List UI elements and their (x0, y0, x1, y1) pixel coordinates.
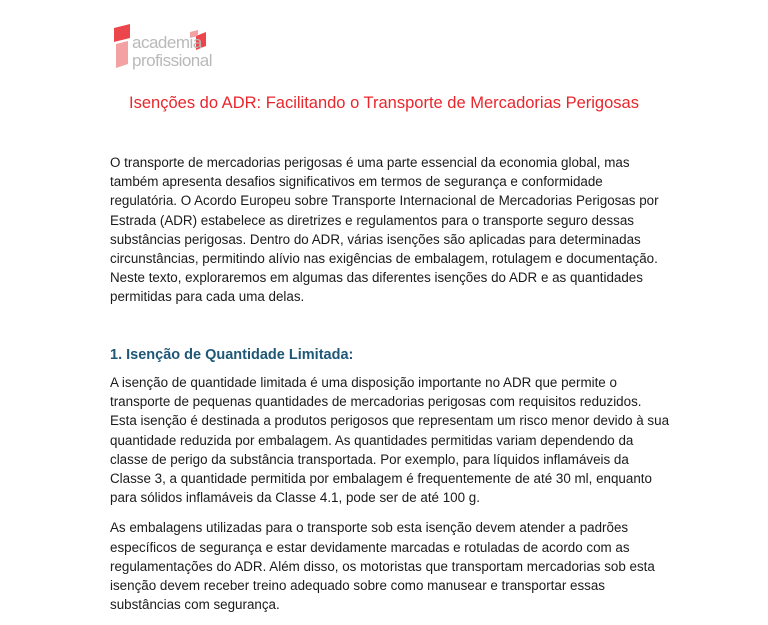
page-title: Isenções do ADR: Facilitando o Transporte de Mercadorias Perigosas (129, 94, 639, 112)
intro-paragraph: O transporte de mercadorias perigosas é uma parte essencial da economia global, mas também apresenta desafios significativos em termos de segurança e conformidade regulatória. O Acordo Europeu sobre Transporte Internacional de Mercadorias Perigosas por Estrada (ADR) estabelece as diretrizes e regulamentos para o transporte seguro dessas substâncias perigosas. Dentro do ADR, várias isenções são aplicadas para determinadas circunstâncias, permitindo alívio nas exigências de embalagem, rotulagem e documentação. Neste texto, exploraremos em algumas das diferentes isenções do ADR e as quantidades permitidas para cada uma delas. (110, 155, 659, 305)
section-heading-limited-quantity: 1. Isenção de Quantidade Limitada: (110, 347, 354, 363)
academia-profissional-logo (110, 24, 220, 74)
section-paragraph: As embalagens utilizadas para o transporte sob esta isenção devem atender a padrões específicos de segurança e estar devidamente marcadas e rotuladas de acordo com as regulamentações do ADR. Além disso, os motoristas que transportam mercadorias sob esta isenção devem receber treino adequado sobre como manusear e transportar essas substâncias com segurança. (110, 520, 655, 613)
section-paragraph: A isenção de quantidade limitada é uma disposição importante no ADR que permite o transporte de pequenas quantidades de mercadorias perigosas com requisitos reduzidos. Esta isenção é destinada a produtos perigosos que representam um risco menor devido à sua quantidade reduzida por embalagem. As quantidades permitidas variam dependendo da classe de perigo da substância transportada. Por exemplo, para líquidos inflamáveis da Classe 3, a quantidade permitida por embalagem é frequentemente de até 30 ml, enquanto para sólidos inflamáveis da Classe 4.1, pode ser de até 100 g. (110, 375, 670, 506)
logo-text-line2: profissional (132, 51, 212, 70)
logo-text-line1: academia (132, 33, 202, 52)
section-limited-quantity (110, 373, 670, 625)
intro-section (110, 153, 670, 307)
